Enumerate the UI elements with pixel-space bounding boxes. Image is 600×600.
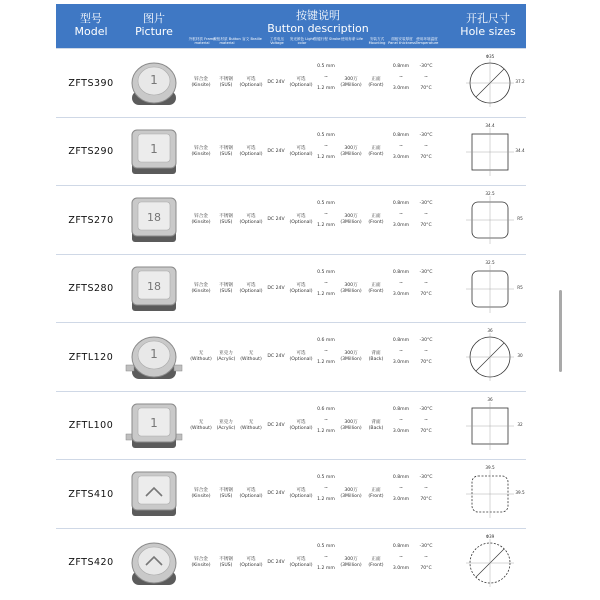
button-glyph-text: 18: [147, 211, 161, 224]
operating-temperature: -30°C ~ 70°C: [419, 132, 433, 160]
button-desc-heading-cn: 按键说明: [296, 9, 340, 22]
working-voltage: DC 24V: [267, 491, 285, 496]
button-material: 亚克力 (Acrylic): [216, 351, 236, 362]
braille-option: 可选 (Optional): [239, 488, 263, 499]
model-number: ZFTS390: [68, 77, 114, 89]
button-glyph-text: 1: [150, 141, 158, 156]
light-color: 可选 (Optional): [289, 488, 313, 499]
light-color: 可选 (Optional): [289, 419, 313, 431]
button-desc-heading-en: Button description: [267, 22, 369, 35]
product-spec-sheet: [56, 4, 526, 596]
hole-size-drawing: [454, 395, 526, 457]
working-voltage: DC 24V: [267, 354, 285, 359]
button-product-image: [124, 327, 184, 387]
button-product-image: [124, 259, 184, 319]
key-stroke: 0.5 mm ~ 1.2 mm: [317, 475, 335, 502]
hole-size-drawing: [454, 258, 526, 320]
light-color: 可选 (Optional): [289, 351, 313, 362]
operating-temperature: -30°C ~ 70°C: [419, 338, 433, 365]
mounting-method: 正面 (Front): [368, 77, 384, 88]
frame-material: 无 (Without): [190, 351, 212, 362]
mounting-method: 背面 (Back): [368, 419, 384, 431]
model-number: ZFTL120: [68, 351, 114, 363]
mounting-method: 正面 (Front): [368, 145, 384, 157]
hole-heading-en: Hole sizes: [460, 25, 516, 38]
hole-heading-cn: 开孔尺寸: [466, 12, 510, 25]
operating-temperature: -30°C ~ 70°C: [419, 64, 433, 91]
mounting-method: 正面 (Front): [368, 556, 384, 568]
hole-dimension-label: Φ39: [485, 533, 495, 539]
mounting-method: 正面 (Front): [368, 488, 384, 499]
subcol-heading-2: 盲文 Braille: [242, 37, 262, 41]
table-row: [56, 459, 526, 528]
button-product-image: [124, 533, 184, 593]
table-row: [56, 254, 526, 323]
button-material: 不锈钢 (SUS): [219, 556, 233, 568]
braille-option: 可选 (Optional): [239, 77, 263, 88]
hole-dimension-label: R5: [517, 216, 523, 221]
frame-material: 无 (Without): [190, 419, 212, 431]
service-life: 300万 (3Million): [340, 214, 362, 225]
working-voltage: DC 24V: [267, 422, 285, 428]
hole-size-drawing: [454, 532, 526, 594]
mounting-method: 背面 (Back): [368, 351, 384, 362]
button-material: 不锈钢 (SUS): [219, 282, 233, 294]
hole-dimension-label: 36: [487, 396, 493, 402]
hole-size-drawing: [454, 326, 526, 388]
panel-thickness: 0.8mm ~ 3.0mm: [392, 475, 410, 502]
hole-dimension-label: 39.5: [485, 465, 495, 470]
hole-heading: [450, 12, 526, 38]
key-stroke: 0.5 mm ~ 1.2 mm: [317, 201, 335, 228]
button-product-image: [124, 122, 184, 182]
hole-dimension-label: 34.4: [515, 147, 525, 153]
picture-heading-cn: 图片: [143, 12, 165, 25]
operating-temperature: -30°C ~ 70°C: [419, 543, 433, 571]
mounting-method: 正面 (Front): [368, 282, 384, 294]
key-stroke: 0.5 mm ~ 1.2 mm: [317, 64, 335, 91]
panel-thickness: 0.8mm ~ 3.0mm: [392, 338, 410, 365]
button-material: 不锈钢 (SUS): [219, 488, 233, 499]
model-number: ZFTS270: [68, 214, 114, 226]
model-number: ZFTS290: [68, 146, 114, 157]
hole-dimension-label: 32: [517, 421, 523, 427]
model-number: ZFTS410: [68, 488, 114, 500]
model-heading-cn: 型号: [80, 12, 102, 25]
subcol-heading-8: 面板安装厚度 Panel thickness: [388, 37, 416, 45]
table-row: [56, 48, 526, 117]
operating-temperature: -30°C ~ 70°C: [419, 475, 433, 502]
frame-material: 锌合金 (Kinsite): [191, 488, 211, 499]
button-material: 不锈钢 (SUS): [219, 145, 233, 157]
model-number: ZFTS420: [68, 557, 114, 568]
frame-material: 锌合金 (Kinsite): [191, 145, 211, 157]
model-heading-en: Model: [74, 25, 108, 38]
frame-material: 锌合金 (Kinsite): [191, 556, 211, 568]
button-desc-heading: [186, 9, 450, 35]
subcol-heading-6: 使用寿命 Life: [341, 37, 363, 41]
scrollbar[interactable]: [559, 290, 562, 372]
key-stroke: 0.6 mm ~ 1.2 mm: [317, 338, 335, 365]
service-life: 300万 (3Million): [340, 419, 362, 431]
mounting-method: 正面 (Front): [368, 214, 384, 225]
table-header: [56, 4, 526, 48]
braille-option: 可选 (Optional): [239, 556, 263, 568]
hole-size-drawing: [454, 52, 526, 114]
panel-thickness: 0.8mm ~ 3.0mm: [392, 269, 410, 297]
button-glyph-text: 1: [150, 415, 158, 430]
panel-thickness: 0.8mm ~ 3.0mm: [392, 406, 410, 434]
hole-dimension-label: 34.4: [485, 122, 495, 128]
panel-thickness: 0.8mm ~ 3.0mm: [392, 132, 410, 160]
light-color: 可选 (Optional): [289, 556, 313, 568]
table-row: [56, 391, 526, 460]
service-life: 300万 (3Million): [340, 488, 362, 499]
frame-material: 锌合金 (Kinsite): [191, 282, 211, 294]
operating-temperature: -30°C ~ 70°C: [419, 269, 433, 297]
button-product-image: [124, 396, 184, 456]
button-glyph-text: 1: [150, 347, 158, 361]
key-stroke: 0.5 mm ~ 1.2 mm: [317, 132, 335, 160]
working-voltage: DC 24V: [267, 217, 285, 222]
hole-dimension-label: 30: [517, 353, 523, 358]
hole-dimension-label: 39.5: [515, 490, 525, 495]
frame-material: 锌合金 (Kinsite): [191, 214, 211, 225]
light-color: 可选 (Optional): [289, 77, 313, 88]
subcol-heading-4: 发光颜色 Light color: [289, 37, 315, 45]
frame-material: 锌合金 (Kinsite): [191, 77, 211, 88]
braille-option: 可选 (Optional): [239, 214, 263, 225]
hole-dimension-label: 32.5: [485, 259, 495, 265]
button-material: 亚克力 (Acrylic): [216, 419, 236, 431]
model-number: ZFTS280: [68, 283, 114, 294]
braille-option: 可选 (Optional): [239, 145, 263, 157]
model-heading: [56, 12, 126, 38]
working-voltage: DC 24V: [267, 148, 285, 154]
button-material: 不锈钢 (SUS): [219, 77, 233, 88]
button-product-image: [124, 464, 184, 524]
button-product-image: [124, 190, 184, 250]
table-row: [56, 117, 526, 186]
working-voltage: DC 24V: [267, 559, 285, 565]
service-life: 300万 (3Million): [340, 282, 362, 294]
model-number: ZFTL100: [68, 420, 114, 431]
key-stroke: 0.5 mm ~ 1.2 mm: [317, 269, 335, 297]
service-life: 300万 (3Million): [340, 351, 362, 362]
braille-option: 无 (Without): [240, 351, 262, 362]
panel-thickness: 0.8mm ~ 3.0mm: [392, 64, 410, 91]
button-glyph-text: 1: [150, 73, 158, 87]
hole-size-drawing: [454, 463, 526, 525]
service-life: 300万 (3Million): [340, 145, 362, 157]
hole-dimension-label: 37.2: [515, 79, 525, 84]
working-voltage: DC 24V: [267, 285, 285, 291]
picture-heading: [124, 12, 184, 38]
panel-thickness: 0.8mm ~ 3.0mm: [392, 201, 410, 228]
working-voltage: DC 24V: [267, 80, 285, 85]
subcol-heading-0: 外框材质 Frame material: [188, 37, 216, 45]
light-color: 可选 (Optional): [289, 282, 313, 294]
braille-option: 可选 (Optional): [239, 282, 263, 294]
light-color: 可选 (Optional): [289, 145, 313, 157]
hole-dimension-label: Φ35: [485, 54, 495, 59]
key-stroke: 0.5 mm ~ 1.2 mm: [317, 543, 335, 571]
subcol-heading-1: 按钮材质 Button material: [213, 37, 241, 45]
table-row: [56, 185, 526, 254]
hole-dimension-label: 36: [487, 328, 493, 333]
operating-temperature: -30°C ~ 70°C: [419, 201, 433, 228]
key-stroke: 0.6 mm ~ 1.2 mm: [317, 406, 335, 434]
table-row: [56, 528, 526, 597]
subcol-heading-9: 使用环境温度 Temperature: [415, 37, 439, 45]
button-glyph-text: 18: [147, 279, 161, 293]
table-row: [56, 322, 526, 391]
hole-size-drawing: [454, 189, 526, 251]
operating-temperature: -30°C ~ 70°C: [419, 406, 433, 434]
light-color: 可选 (Optional): [289, 214, 313, 225]
service-life: 300万 (3Million): [340, 77, 362, 88]
button-material: 不锈钢 (SUS): [219, 214, 233, 225]
hole-size-drawing: [454, 121, 526, 183]
hole-dimension-label: R5: [517, 284, 523, 290]
braille-option: 无 (Without): [240, 419, 262, 431]
picture-heading-en: Picture: [135, 25, 173, 38]
subcol-heading-5: 按键行程 Stroke: [313, 37, 341, 41]
subcol-heading-7: 安装方式 Mounting: [368, 37, 386, 45]
panel-thickness: 0.8mm ~ 3.0mm: [392, 543, 410, 571]
hole-dimension-label: 32.5: [485, 191, 495, 196]
subcol-heading-3: 工作电压 Voltage: [269, 37, 285, 45]
button-product-image: [124, 53, 184, 113]
service-life: 300万 (3Million): [340, 556, 362, 568]
